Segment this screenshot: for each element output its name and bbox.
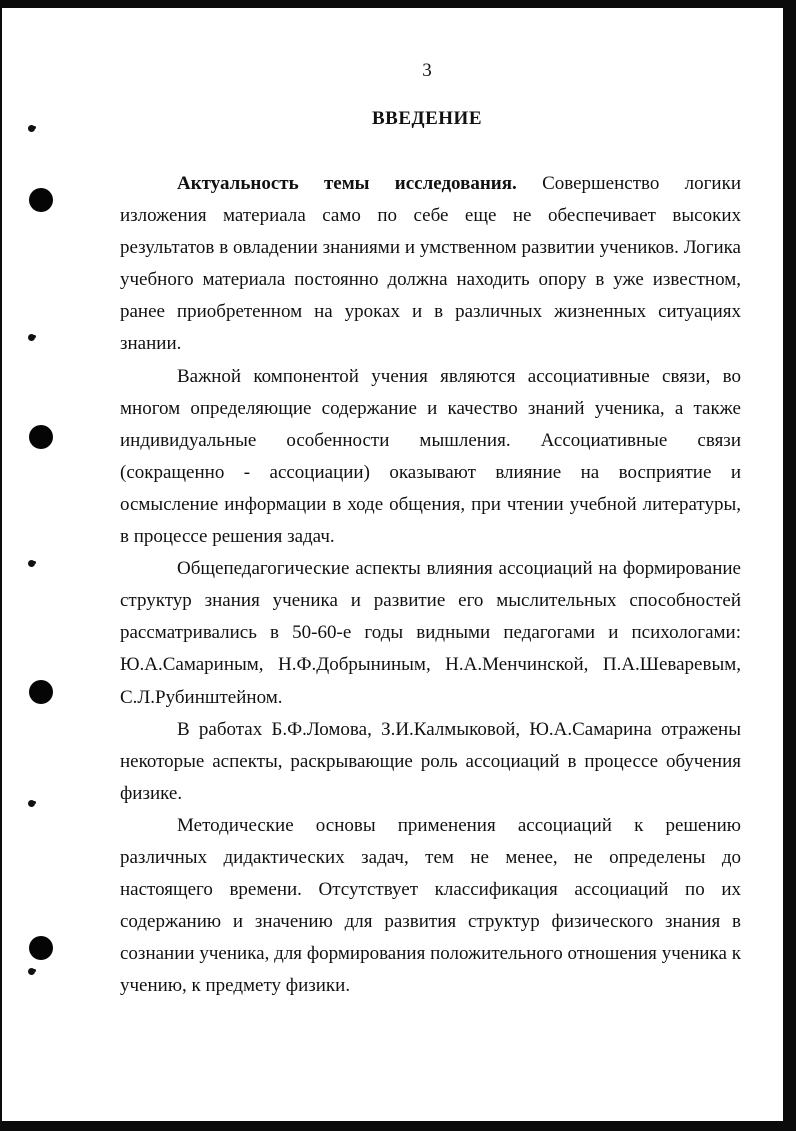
- paragraph-text: В работах Б.Ф.Ломова, З.И.Калмыковой, Ю.А.Самарина отражены некоторые аспекты, раскрывающие роль ассоциаций в процессе обучения физике.: [120, 718, 741, 804]
- scan-speck: [28, 560, 35, 567]
- scan-speck: [28, 334, 35, 341]
- paragraph-text: Совершенство логики изложения материала само по себе еще не обеспечивает высоких результатов в овладении знаниями и умственном развитии учеников. Логика учебного материала постоянно должна находить опору в уже известном, ранее приобретенном на уроках и в различных жизненных ситуациях знании.: [120, 173, 741, 355]
- page-number: 3: [422, 60, 432, 81]
- scan-border-top: [0, 0, 796, 8]
- paragraph: [120, 553, 741, 713]
- paragraph-text: Методические основы применения ассоциаций к решению различных дидактических задач, тем не менее, не определены до настоящего времени. Отсутствует классификация ассоциаций по их содержанию и значению для развития структур физического знания в сознании ученика, для формирования положительного отношения ученика к учению, к предмету физики.: [120, 814, 741, 997]
- page-title: ВВЕДЕНИЕ: [372, 108, 482, 129]
- scan-border-left: [0, 0, 2, 1131]
- paragraph-lead: Актуальность темы исследования.: [177, 173, 517, 194]
- scan-speck: [28, 968, 35, 975]
- paragraph: [120, 361, 741, 554]
- scan-speck: [28, 800, 35, 807]
- binder-hole: [29, 680, 53, 704]
- paragraph-text: Важной компонентой учения являются ассоциативные связи, во многом определяющие содержание и качество знаний ученика, а также индивидуальные особенности мышления. Ассоциативные связи (сокращенно - ассоциации) оказывают влияние на восприятие и осмысление информации в ходе общения, при чтении учебной литературы, в процессе решения задач.: [120, 365, 741, 548]
- paragraph: [120, 714, 741, 810]
- binder-hole: [29, 425, 53, 449]
- scan-border-right: [783, 0, 796, 1131]
- paragraph: [120, 168, 741, 361]
- paragraph: [120, 810, 741, 1003]
- document-body: [120, 168, 741, 1002]
- binder-hole: [29, 936, 53, 960]
- scan-border-bottom: [0, 1121, 796, 1131]
- paragraph-text: Общепедагогические аспекты влияния ассоциаций на формирование структур знания ученика и развитие его мыслительных способностей рассматривались в 50-60-е годы видными педагогами и психологами: Ю.А.Самариным, Н.Ф.Добрыниным, Н.А.Менчинской, П.А.Шеваревым, С.Л.Рубинштейном.: [120, 558, 741, 708]
- binder-hole: [29, 188, 53, 212]
